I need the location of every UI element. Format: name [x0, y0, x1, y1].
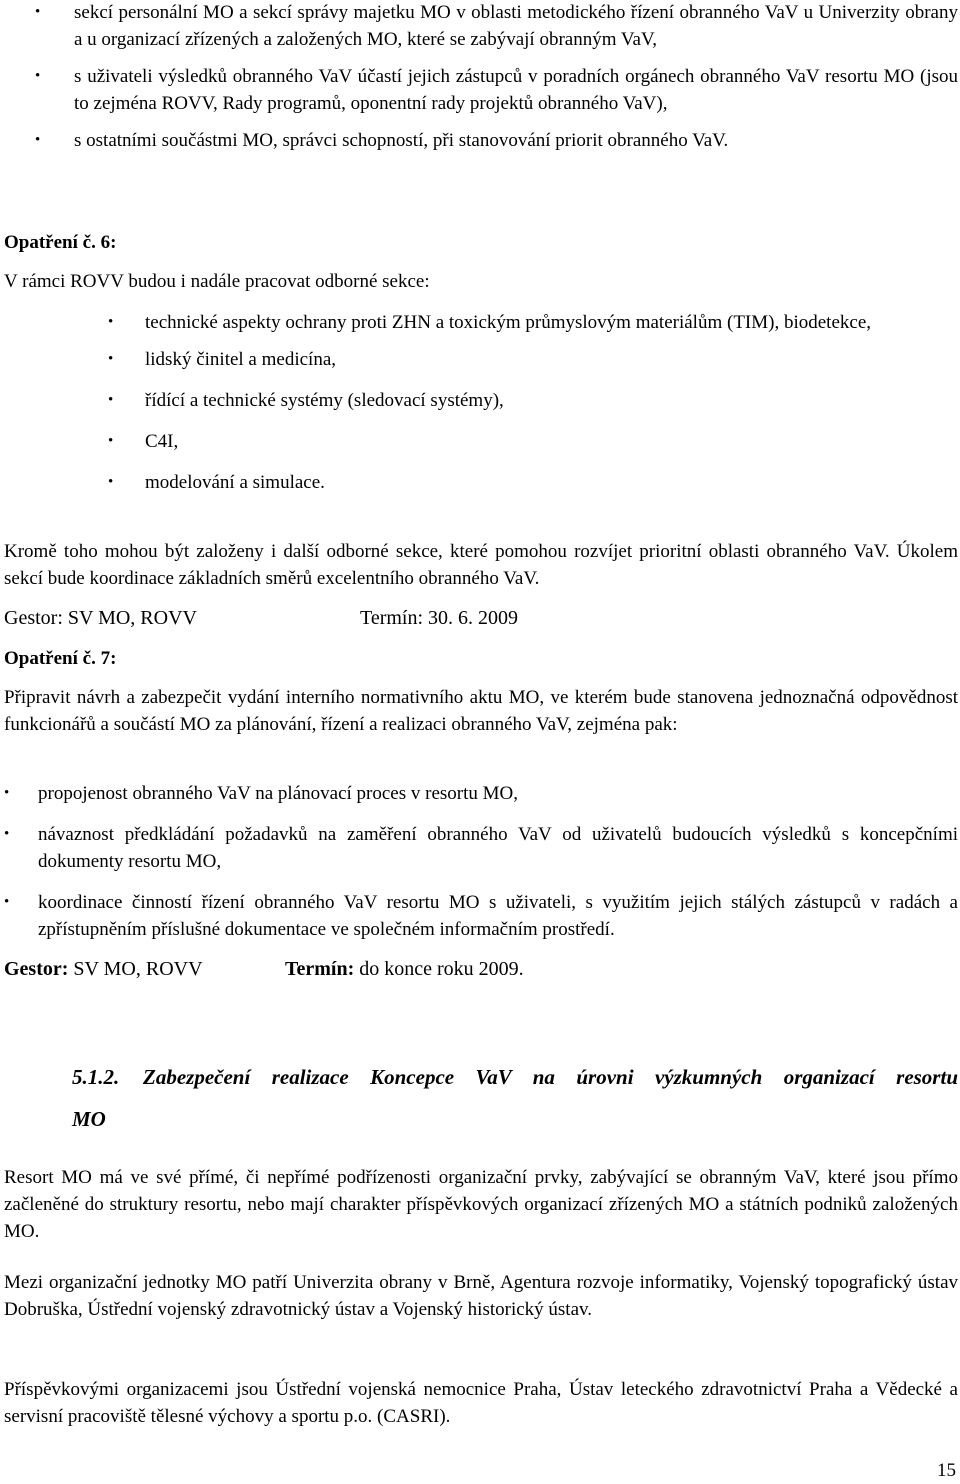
measure-6-list: [4, 309, 958, 496]
measure-7-list: [4, 780, 958, 943]
list-item-text: s uživateli výsledků obranného VaV účastí jejich zástupců v poradních orgánech obranného VaV resortu MO (jsou to zejména ROVV, Rady programů, oponentní rady projektů obranného VaV),: [74, 66, 958, 114]
list-item-text: koordinace činností řízení obranného VaV resortu MO s uživateli, s využitím jejich stálých zástupců v radách a zpřístupněním příslušné dokumentace ve společném informačním prostředí.: [38, 892, 958, 940]
measure-6-gestor: Gestor: SV MO, ROVV: [4, 607, 197, 629]
list-item-text: modelování a simulace.: [145, 472, 325, 493]
bullet-icon: •: [35, 4, 41, 20]
bullet-icon: •: [108, 314, 114, 330]
bullet-icon: •: [108, 433, 114, 449]
measure-6-gestor-line: [4, 605, 958, 632]
list-item-text: sekcí personální MO a sekcí správy majetku MO v oblasti metodického řízení obranného VaV u Univerzity obrany a u organizací zřízených a založených MO, které se zabývají obranným VaV,: [74, 2, 958, 50]
bullet-icon: •: [108, 392, 114, 408]
list-item: [4, 428, 958, 455]
list-item: [4, 387, 958, 414]
list-item: [4, 469, 958, 496]
section-title-line: MO: [72, 1107, 106, 1131]
bullet-icon: •: [108, 351, 114, 367]
bullet-icon: •: [108, 474, 114, 490]
measure-7-intro: Připravit návrh a zabezpečit vydání interního normativního aktu MO, ve kterém bude stanovena jednoznačná odpovědnost funkcionářů a součástí MO za plánování, řízení a realizaci obranného VaV, zejména pak:: [4, 687, 958, 735]
list-item: [4, 780, 958, 807]
bullet-icon: •: [4, 785, 10, 801]
measure-7-gestor-label: Gestor:: [4, 958, 69, 980]
paragraph: Resort MO má ve své přímé, či nepřímé podřízenosti organizační prvky, zabývající se obranným VaV, které jsou přímo začleněné do struktury resortu, nebo mají charakter příspěvkových organizací zřízených MO a státních podniků založených MO.: [4, 1167, 958, 1242]
list-item: [4, 889, 958, 943]
section-title-line: Zabezpečení realizace Koncepce VaV na úrovni výzkumných organizací resortu: [143, 1065, 958, 1089]
list-item: [4, 821, 958, 875]
measure-7-gestor-value: SV MO, ROVV: [73, 958, 203, 980]
list-item-text: propojenost obranného VaV na plánovací proces v resortu MO,: [38, 783, 518, 804]
list-item: [4, 309, 958, 336]
list-item-text: technické aspekty ochrany proti ZHN a toxickým průmyslovým materiálům (TIM), biodetekce,: [145, 312, 872, 333]
list-item-text: C4I,: [145, 431, 179, 452]
list-item-text: lidský činitel a medicína,: [145, 349, 337, 370]
measure-6-termin: Termín: 30. 6. 2009: [360, 607, 519, 629]
paragraph: Mezi organizační jednotky MO patří Univerzita obrany v Brně, Agentura rozvoje informatiky, Vojenský topografický ústav Dobruška, Ústřední vojenský zdravotnický ústav a Vojenský historický ústav.: [4, 1272, 958, 1320]
measure-7-termin-label: Termín:: [285, 958, 355, 980]
list-item: [4, 127, 958, 154]
paragraph: Příspěvkovými organizacemi jsou Ústřední vojenská nemocnice Praha, Ústav leteckého zdravotnictví Praha a Vědecké a servisní pracoviště tělesné výchovy a sportu p.o. (CASRI).: [4, 1379, 958, 1427]
section-heading: [72, 1057, 958, 1139]
measure-7-termin-group: [285, 956, 524, 983]
list-item-text: návaznost předkládání požadavků na zaměření obranného VaV od uživatelů budoucích výsledků s koncepčními dokumenty resortu MO,: [38, 824, 958, 872]
measure-6-intro: V rámci ROVV budou i nadále pracovat odborné sekce:: [4, 271, 430, 292]
top-bullet-list: [4, 0, 958, 154]
measure-7-gestor-line: [4, 956, 958, 983]
bullet-icon: •: [35, 132, 41, 148]
list-item-text: s ostatními součástmi MO, správci schopností, při stanovování priorit obranného VaV.: [74, 130, 729, 151]
measure-6-closing: Kromě toho mohou být založeny i další odborné sekce, které pomohou rozvíjet prioritní oblasti obranného VaV. Úkolem sekcí bude koordinace základních směrů excelentního obranného VaV.: [4, 541, 958, 589]
section-title: [72, 1057, 958, 1097]
bullet-icon: •: [4, 894, 10, 910]
list-item: [4, 0, 958, 53]
section-number: 5.1.2.: [72, 1065, 120, 1089]
list-item: [4, 63, 958, 117]
measure-7-title: Opatření č. 7:: [4, 648, 117, 669]
bullet-icon: •: [35, 68, 41, 84]
list-item-text: řídící a technické systémy (sledovací systémy),: [145, 390, 504, 411]
bullet-icon: •: [4, 826, 10, 842]
list-item: [4, 346, 958, 373]
measure-6-title: Opatření č. 6:: [4, 232, 117, 253]
page-number: 15: [937, 1460, 956, 1481]
measure-7-termin-value: do konce roku 2009.: [359, 958, 524, 980]
